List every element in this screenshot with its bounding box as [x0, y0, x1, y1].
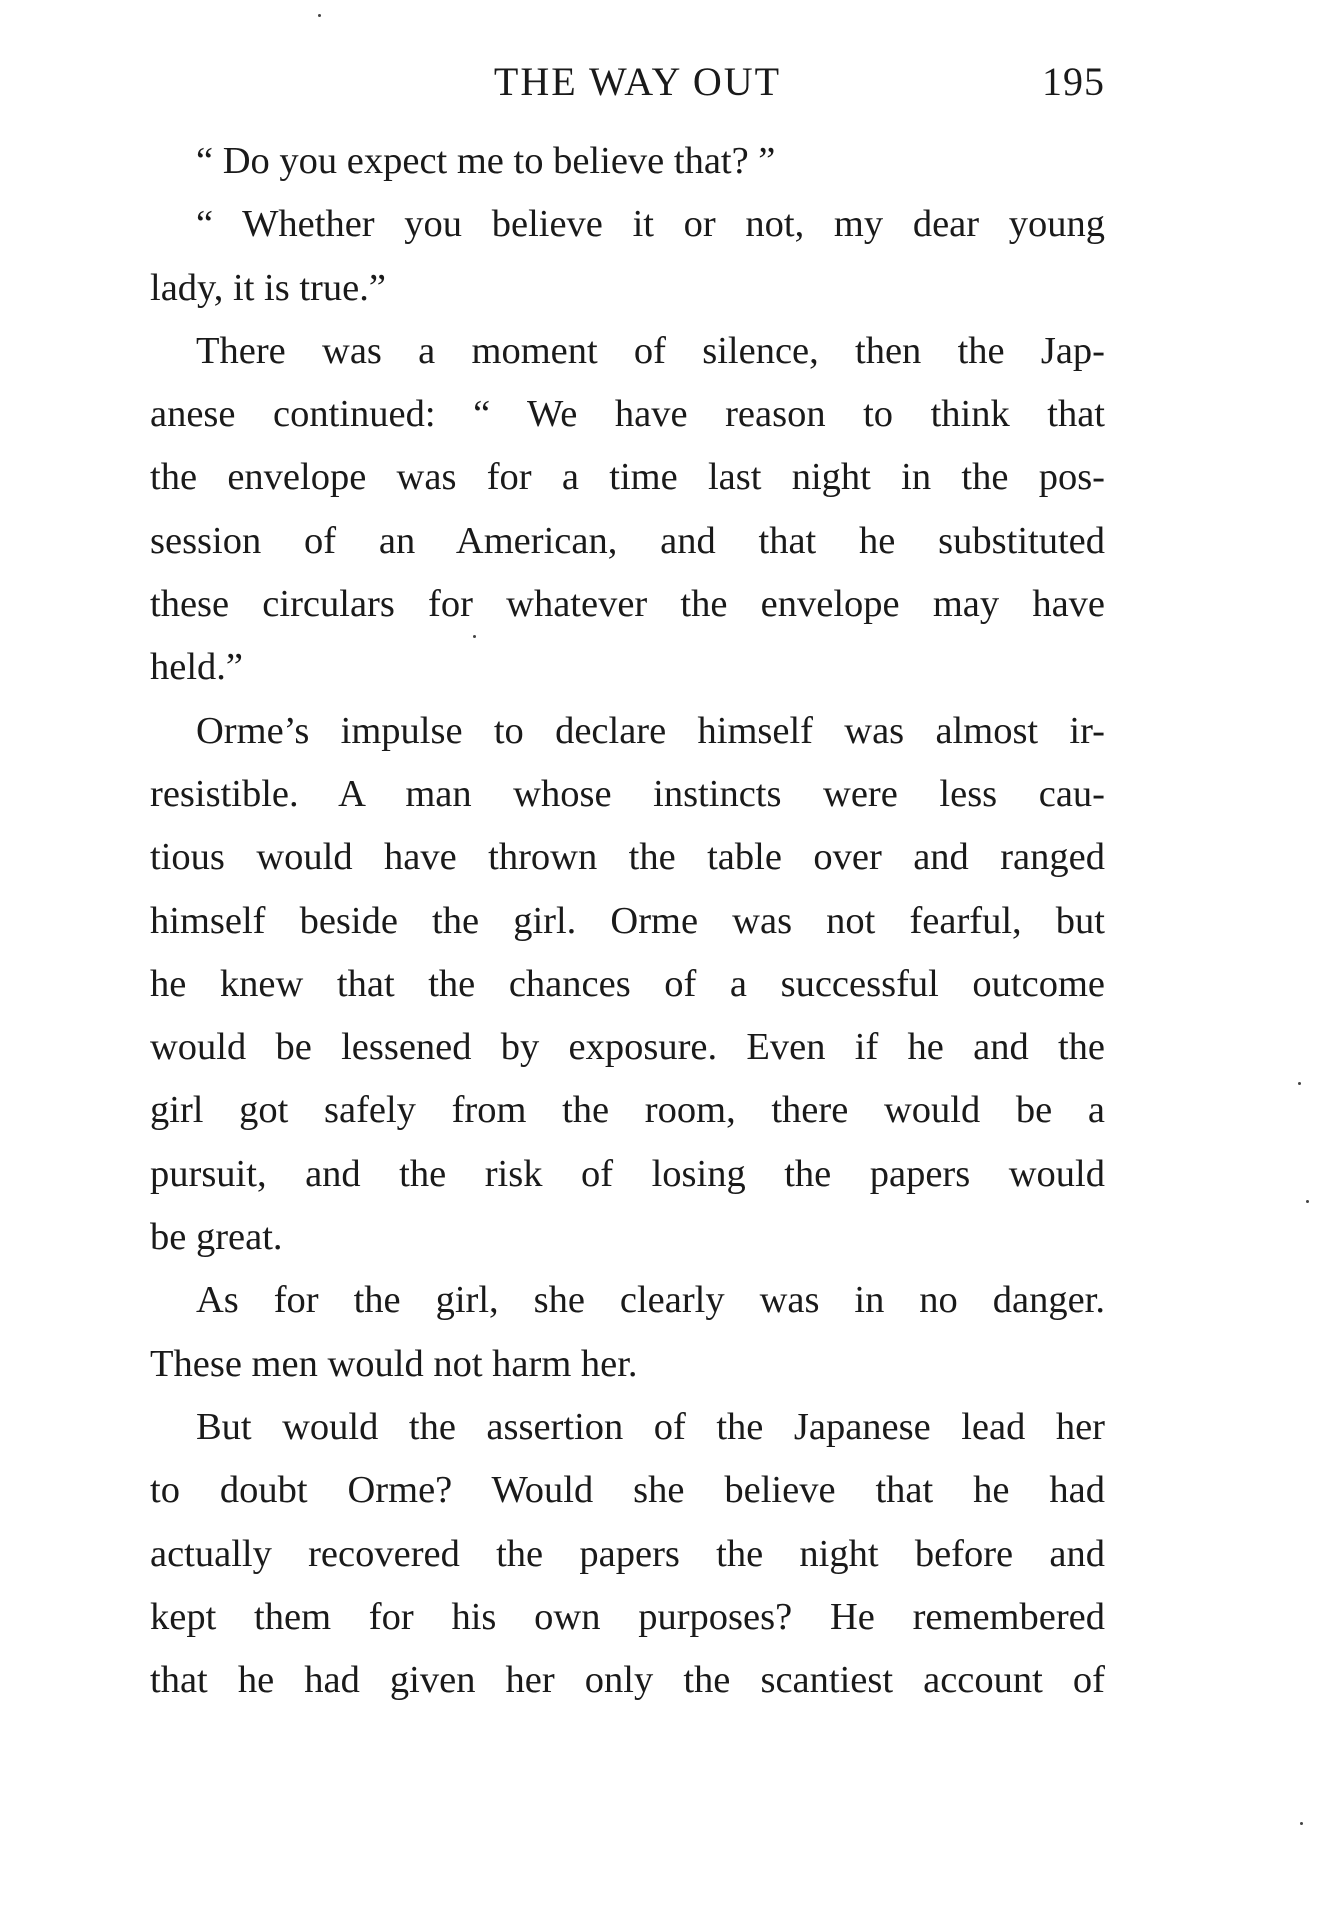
- text-line: kept them for his own purposes? He remembered: [150, 1595, 1105, 1638]
- scan-speck: [473, 635, 476, 638]
- body-text: [150, 130, 1105, 1712]
- text-line: As for the girl, she clearly was in no danger.: [196, 1279, 1105, 1322]
- running-title: THE WAY OUT: [493, 59, 782, 104]
- text-line: actually recovered the papers the night before and: [150, 1532, 1105, 1575]
- text-line: held.”: [150, 646, 243, 689]
- scan-speck: [318, 14, 321, 17]
- text-line: “ Whether you believe it or not, my dear young: [196, 203, 1105, 246]
- text-line: These men would not harm her.: [150, 1342, 638, 1385]
- text-line: be great.: [150, 1216, 283, 1259]
- text-line: session of an American, and that he substituted: [150, 519, 1105, 562]
- text-line: tious would have thrown the table over and ranged: [150, 836, 1105, 879]
- running-head: [150, 58, 1105, 110]
- text-line: But would the assertion of the Japanese lead her: [196, 1405, 1105, 1448]
- text-line: would be lessened by exposure. Even if he and the: [150, 1026, 1105, 1069]
- page-number: 195: [1042, 59, 1105, 104]
- text-line: girl got safely from the room, there would be a: [150, 1089, 1105, 1132]
- scan-speck: [1300, 1822, 1303, 1825]
- text-line: resistible. A man whose instincts were less cau-: [150, 772, 1105, 815]
- text-line: the envelope was for a time last night in the pos-: [150, 456, 1105, 499]
- text-line: There was a moment of silence, then the Jap-: [196, 329, 1105, 372]
- text-line: that he had given her only the scantiest account of: [150, 1659, 1105, 1702]
- text-line: anese continued: “ We have reason to think that: [150, 393, 1105, 436]
- text-line: lady, it is true.”: [150, 266, 386, 309]
- text-line: pursuit, and the risk of losing the papers would: [150, 1152, 1105, 1195]
- scan-speck: [1306, 1200, 1309, 1203]
- text-line: these circulars for whatever the envelope may have: [150, 583, 1105, 626]
- text-line: “ Do you expect me to believe that? ”: [196, 140, 776, 182]
- text-line: to doubt Orme? Would she believe that he had: [150, 1469, 1105, 1512]
- text-line: himself beside the girl. Orme was not fearful, but: [150, 899, 1105, 942]
- text-line: he knew that the chances of a successful outcome: [150, 962, 1105, 1005]
- scan-speck: [1298, 1082, 1301, 1085]
- text-line: Orme’s impulse to declare himself was almost ir-: [196, 709, 1105, 752]
